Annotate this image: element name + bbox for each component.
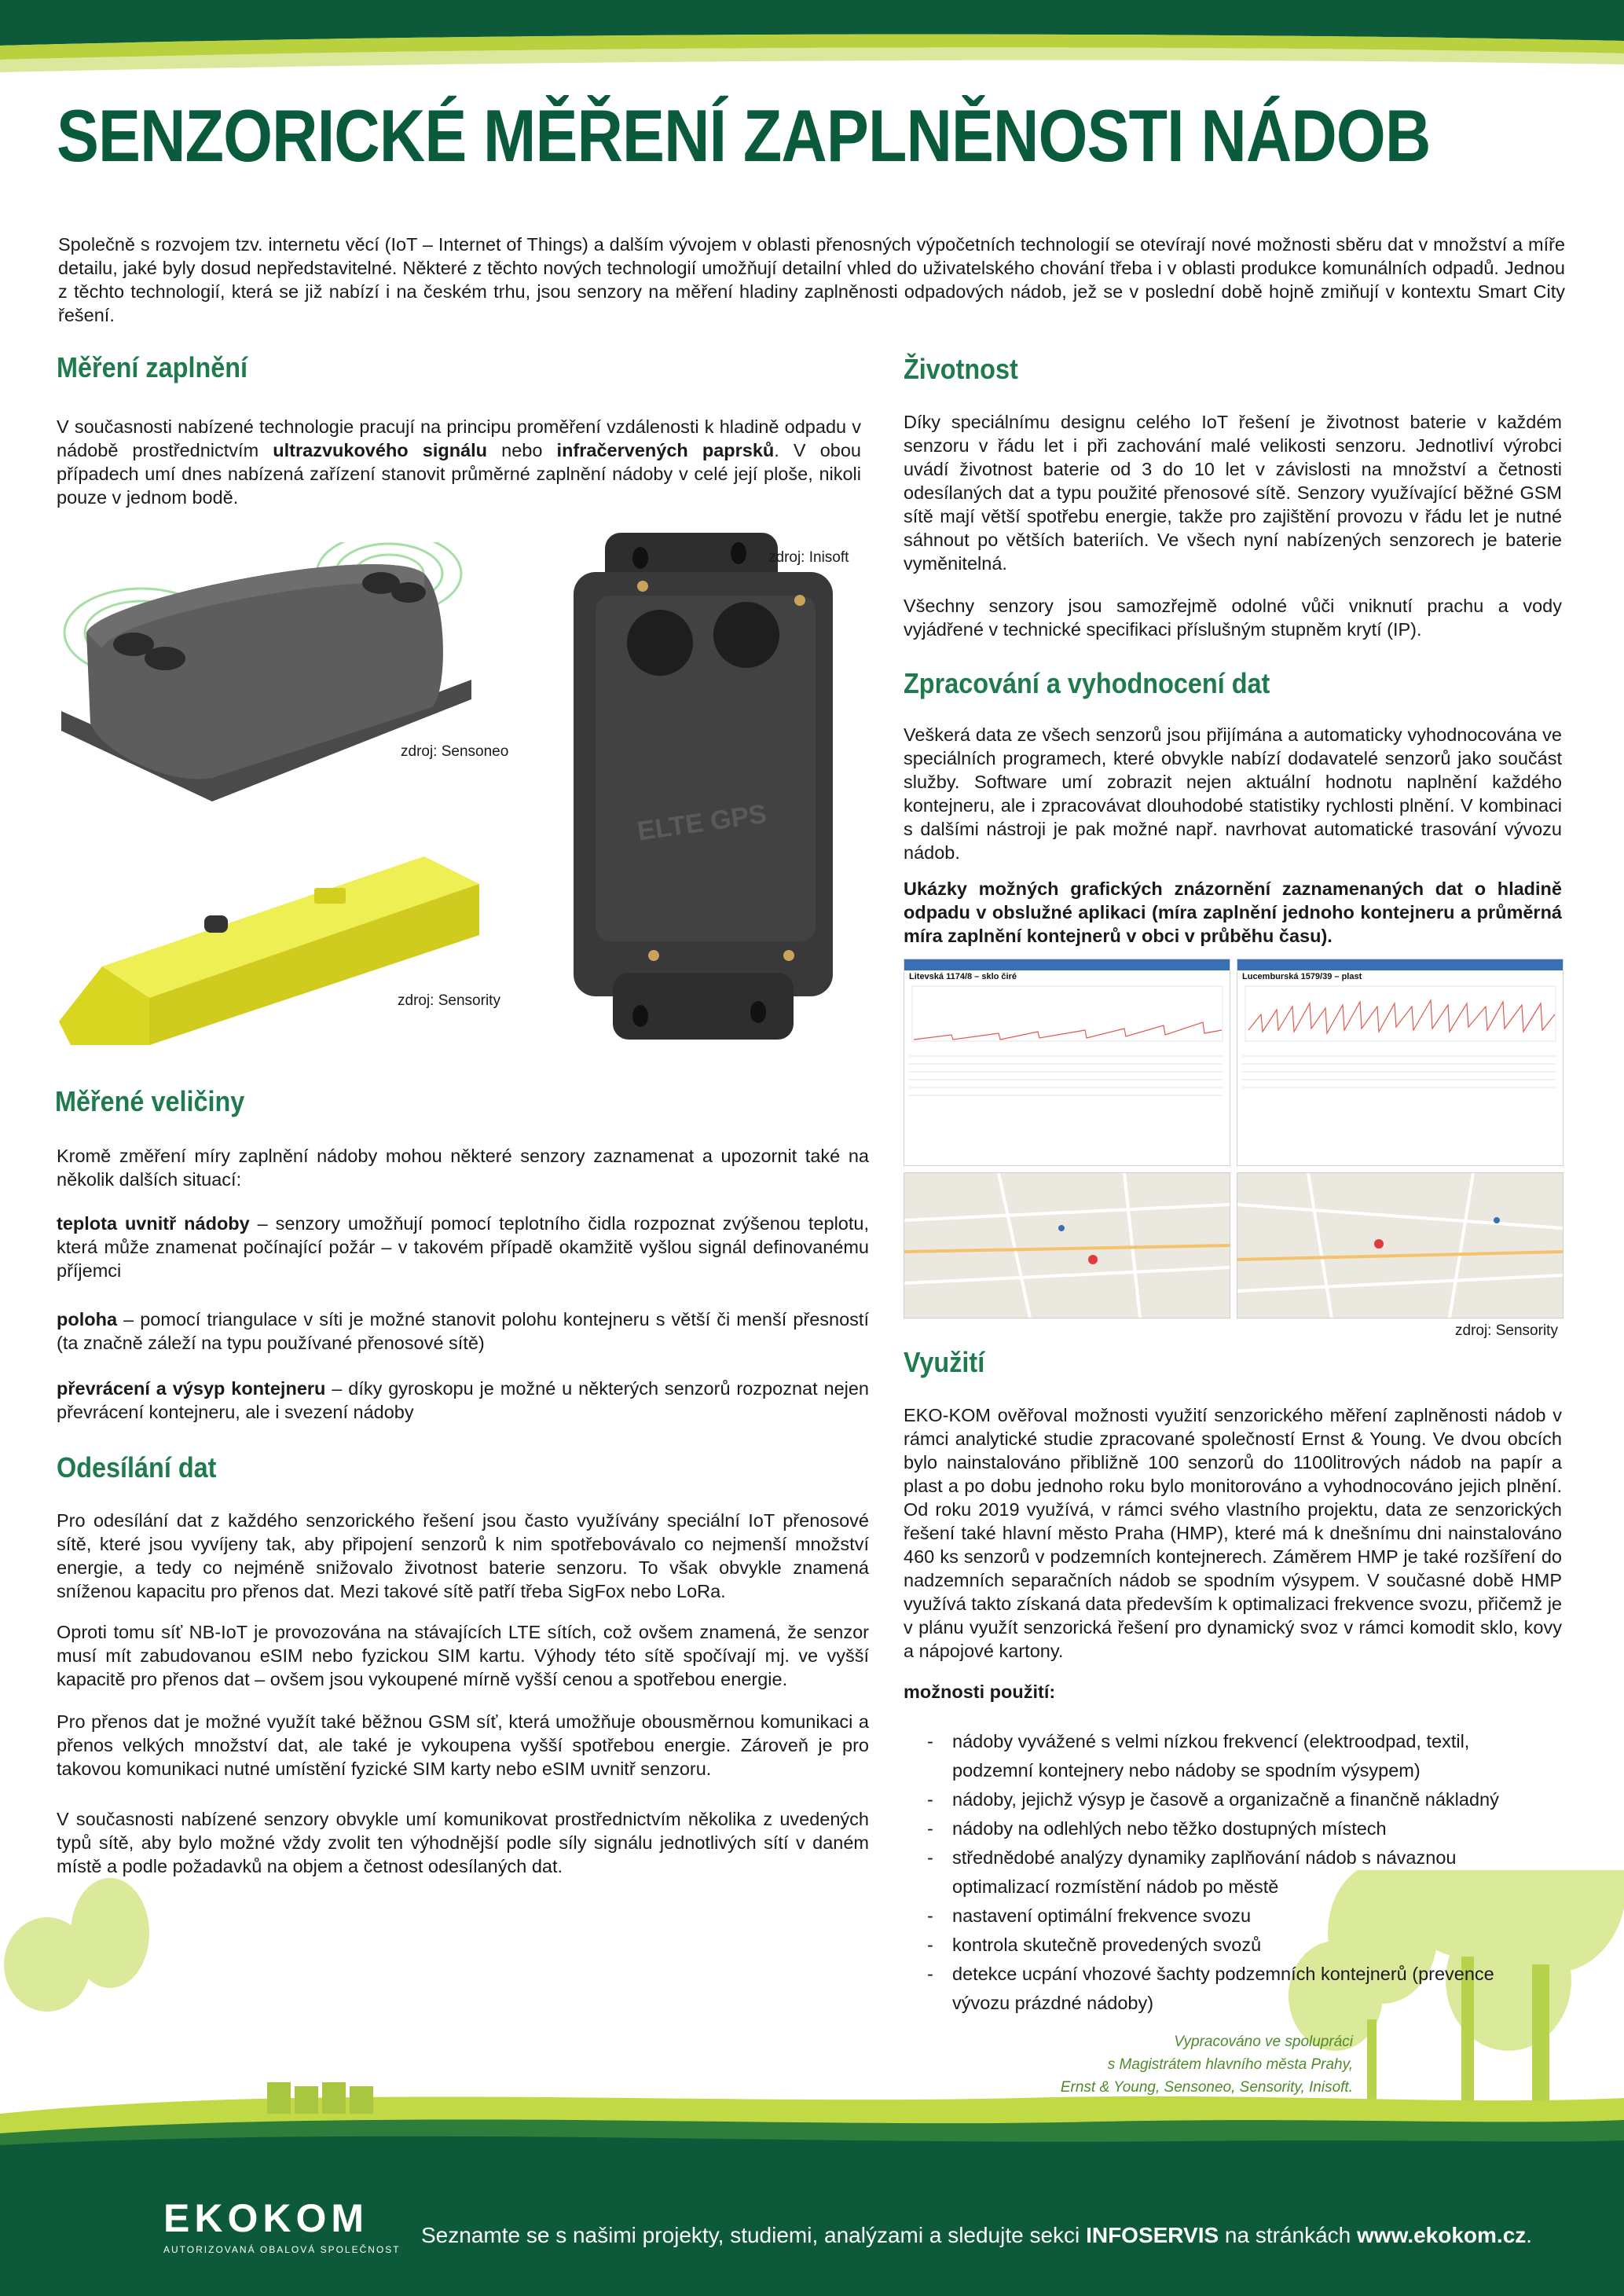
zivotnost-p1: Díky speciálnímu designu celého IoT řešení je životnost baterie v každém senzoru v řádu let i při zachování malé velikosti senzoru. Jednotliví výrobci uvádí životnost baterie od 3 do 10 let v závislosti na množství a četnosti odesílaných dat a typu použité přenosové sítě. Senzory využívající běžné GSM sítě mají větší spotřebu energie, takže pro zajištění provozu v řádu let je nutné sáhnout po větších bateriích. Ve všech nyní nabízených senzorech je baterie vyměnitelná. [904, 412, 1562, 574]
odesilani-p2: Oproti tomu síť NB-IoT je provozována na stávajících LTE sítích, což ovšem znamená, že senzor musí mít zabudovanou eSIM nebo fyzickou SIM kartu. Výhody této sítě spočívají mj. ve vyšší kapacitě pro přenos dat – ovšem jsou vykoupené mírně vyšší cenou a spotřebou energie. [57, 1622, 869, 1689]
device-brand-label: ELTE GPS [635, 798, 769, 847]
caption-sensority: zdroj: Sensority [398, 992, 500, 1009]
uses-list [904, 1727, 1556, 2018]
list-item: - kontrola skutečně provedených svozů [904, 1931, 1556, 1960]
odesilani-p1: Pro odesílání dat z každého senzorického řešení jsou často využívány speciální IoT přenosové sítě, které jsou vyvíjeny tak, aby připojení senzorů k nim spotřebovávalo co nejmenší množství energie, a tedy co nejméně snižovalo životnost baterie senzoru. To však obvykle znamená sníženou kapacitu pro přenos dat. Mezi takové sítě patří třeba SigFox nebo LoRa. [57, 1510, 869, 1601]
list-item: - střednědobé analýzy dynamiky zaplňování nádob s návaznou optimalizací rozmístění nádob po městě [904, 1843, 1556, 1902]
ekokom-logo[interactable] [163, 2196, 401, 2255]
zpracovani-p2: Ukázky možných grafických znázornění zaznamenaných dat o hladině odpadu v obslužné aplikaci (míra zaplnění jednoho kontejneru a průměrná míra zaplnění kontejnerů v obci v průběhu času). [904, 878, 1562, 946]
dashboard-right-toolbar [1237, 959, 1563, 970]
caption-insoft: zdroj: Inisoft [768, 549, 849, 566]
heading-zivotnost: Životnost [904, 353, 1018, 385]
caption-sensority-2: zdroj: Sensority [1455, 1322, 1558, 1339]
dashboard-left-chart [904, 983, 1228, 1046]
dashboard-left-toolbar [904, 959, 1230, 970]
dashboard-right-title: Lucemburská 1579/39 – plast [1242, 972, 1362, 981]
dashboard-left-table [904, 1050, 1228, 1097]
map-right [1237, 1172, 1564, 1319]
credits-line: Vypracováno ve spolupráci [1174, 2034, 1353, 2050]
logo-subtitle: AUTORIZOVANÁ OBALOVÁ SPOLEČNOST [163, 2244, 401, 2255]
elte-gps-device-image [566, 525, 849, 1043]
veliciny-teplota: teplota uvnitř nádoby – senzory umožňují pomocí teplotního čidla rozpoznat zvýšenou teplotu, která může znamenat počínající požár – v takovém případě okamžitě vyšlou signál definovanému příjemci [57, 1213, 869, 1281]
list-item: - nádoby vyvážené s velmi nízkou frekvencí (elektroodpad, textil, podzemní kontejnery nebo nádoby se spodním výsypem) [904, 1727, 1556, 1785]
dashboard-left-title: Litevská 1174/8 – sklo čiré [909, 972, 1017, 981]
heading-odesilani: Odesílání dat [57, 1451, 217, 1484]
zpracovani-p1: Veškerá data ze všech senzorů jsou přijímána a automaticky vyhodnocována ve speciálních programech, které obvykle nabízí dodavatelé senzorů jako součást služby. Software umí zobrazit nejen aktuální hodnotu naplnění každého kontejneru, ale i zpracovávat dlouhodobé statistiky rychlosti plnění. V kombinaci s dalšími nástroji je pak možné např. navrhovat automatické trasování vývozu nádob. [904, 724, 1562, 863]
sensority-sensor-image [55, 849, 479, 1053]
dashboard-right [1237, 959, 1564, 1166]
heading-mereni: Měření zaplnění [57, 351, 248, 383]
veliciny-intro: Kromě změření míry zaplnění nádoby mohou některé senzory zaznamenat a upozornit také na několik dalších situací: [57, 1146, 869, 1190]
moznosti-label: možnosti použití: [904, 1682, 1056, 1702]
odesilani-p4: V současnosti nabízené senzory obvykle umí komunikovat prostřednictvím několika z uvedených typů sítě, aby bylo možné vždy zvolit ten výhodnější podle síly signálu jednotlivých sítí v daném místě a podle požadavků na objem a četnost odesílaných dat. [57, 1809, 869, 1876]
veliciny-prevraceni: převrácení a výsyp kontejneru – díky gyroskopu je možné u některých senzorů rozpoznat nejen převrácení kontejneru, ale i svezení nádoby [57, 1378, 869, 1422]
footer-tagline: Seznamte se s našimi projekty, studiemi, analýzami a sledujte sekci INFOSERVIS na stránkách www.ekokom.cz. [421, 2223, 1533, 2247]
map-left [904, 1172, 1230, 1319]
list-item: - nastavení optimální frekvence svozu [904, 1902, 1556, 1931]
odesilani-p3: Pro přenos dat je možné využít také běžnou GSM síť, která umožňuje obousměrnou komunikaci a přenos velkých množství dat, ale také je vykoupena vyšší spotřebou energie. Zároveň je pro takovou komunikaci nutné umístění fyzické SIM karty nebo eSIM uvnitř senzoru. [57, 1711, 869, 1779]
top-banner [0, 0, 1624, 86]
credits-line: Ernst & Young, Sensoneo, Sensority, Inisoft. [1060, 2079, 1353, 2096]
credits-note [1023, 2030, 1353, 2099]
logo-wordmark: EKOKOM [163, 2196, 368, 2240]
intro-paragraph: Společně s rozvojem tzv. internetu věcí (IoT – Internet of Things) a dalším vývojem v oblasti přenosných výpočetních technologií se otevírají nové možnosti sběru dat v množství a míře detailu, jaké byly dosud nepředstavitelné. Některé z těchto nových technologií umožňují detailní vhled do uživatelského chování třeba i v oblasti produkce komunálních odpadů. Jednou z těchto technologií, která se již nabízí i na českém trhu, jsou senzory na měření hladiny zaplněnosti odpadových nádob, jež se v poslední době hojně zmiňují v kontextu Smart City řešení. [58, 234, 1565, 325]
dashboard-left [904, 959, 1230, 1166]
list-item: - nádoby, jejichž výsyp je časově a organizačně a finančně nákladný [904, 1785, 1556, 1814]
dashboard-right-chart [1237, 983, 1561, 1046]
dashboard-right-table [1237, 1050, 1561, 1097]
mereni-paragraph: V současnosti nabízené technologie pracují na principu proměření vzdálenosti k hladině odpadu v nádobě prostřednictvím ultrazvukového signálu nebo infračervených paprsků. V obou případech umí dnes nabízená zařízení stanovit průměrné zaplnění nádoby v celé její ploše, nikoli pouze v jednom bodě. [57, 416, 861, 508]
heading-veliciny: Měřené veličiny [55, 1085, 245, 1117]
veliciny-poloha: poloha – pomocí triangulace v síti je možné stanovit polohu kontejneru s větší či menší přesností (ta značně záleží na typu používané přenosové sítě) [57, 1309, 869, 1353]
list-item: - nádoby na odlehlých nebo těžko dostupných místech [904, 1814, 1556, 1843]
credits-line: s Magistrátem hlavního města Prahy, [1107, 2056, 1353, 2073]
sensoneo-sensor-image [55, 542, 479, 809]
heading-zpracovani: Zpracování a vyhodnocení dat [904, 667, 1270, 699]
zivotnost-p2: Všechny senzory jsou samozřejmě odolné vůči vniknutí prachu a vody vyjádřené v technické specifikaci příslušným stupněm krytí (IP). [904, 596, 1562, 640]
footer-link[interactable]: www.ekokom.cz [1357, 2223, 1527, 2247]
list-item: - detekce ucpání vhozové šachty podzemních kontejnerů (prevence vývozu prázdné nádoby) [904, 1960, 1556, 2018]
caption-sensoneo: zdroj: Sensoneo [401, 743, 509, 760]
vyuziti-paragraph: EKO-KOM ověřoval možnosti využití senzorického měření zaplněnosti nádob v rámci analytické studie zpracované společností Ernst & Young. Ve dvou obcích bylo nainstalováno přibližně 100 senzorů do 1100litrových nádob na papír a plast a po dobu jednoho roku bylo monitorováno a vyhodnocováno jejich plnění. Od roku 2019 využívá, v rámci svého vlastního projektu, data ze senzorických řešení také hlavní město Praha (HMP), které má k dnešnímu dni nainstalováno 460 ks senzorů v podzemních kontejnerech. Záměrem HMP je také rozšíření do nadzemních separačních nádob se spodním výsypem. V současné době HMP využívá takto získaná data především k optimalizaci frekvence svozu, přičemž je v plánu využít senzorická řešení pro dynamický svoz v rámci komodit sklo, kovy a nápojové kartony. [904, 1405, 1562, 1661]
page-title: SENZORICKÉ MĚŘENÍ ZAPLNĚNOSTI NÁDOB [57, 94, 1431, 177]
heading-vyuziti: Využití [904, 1346, 985, 1378]
